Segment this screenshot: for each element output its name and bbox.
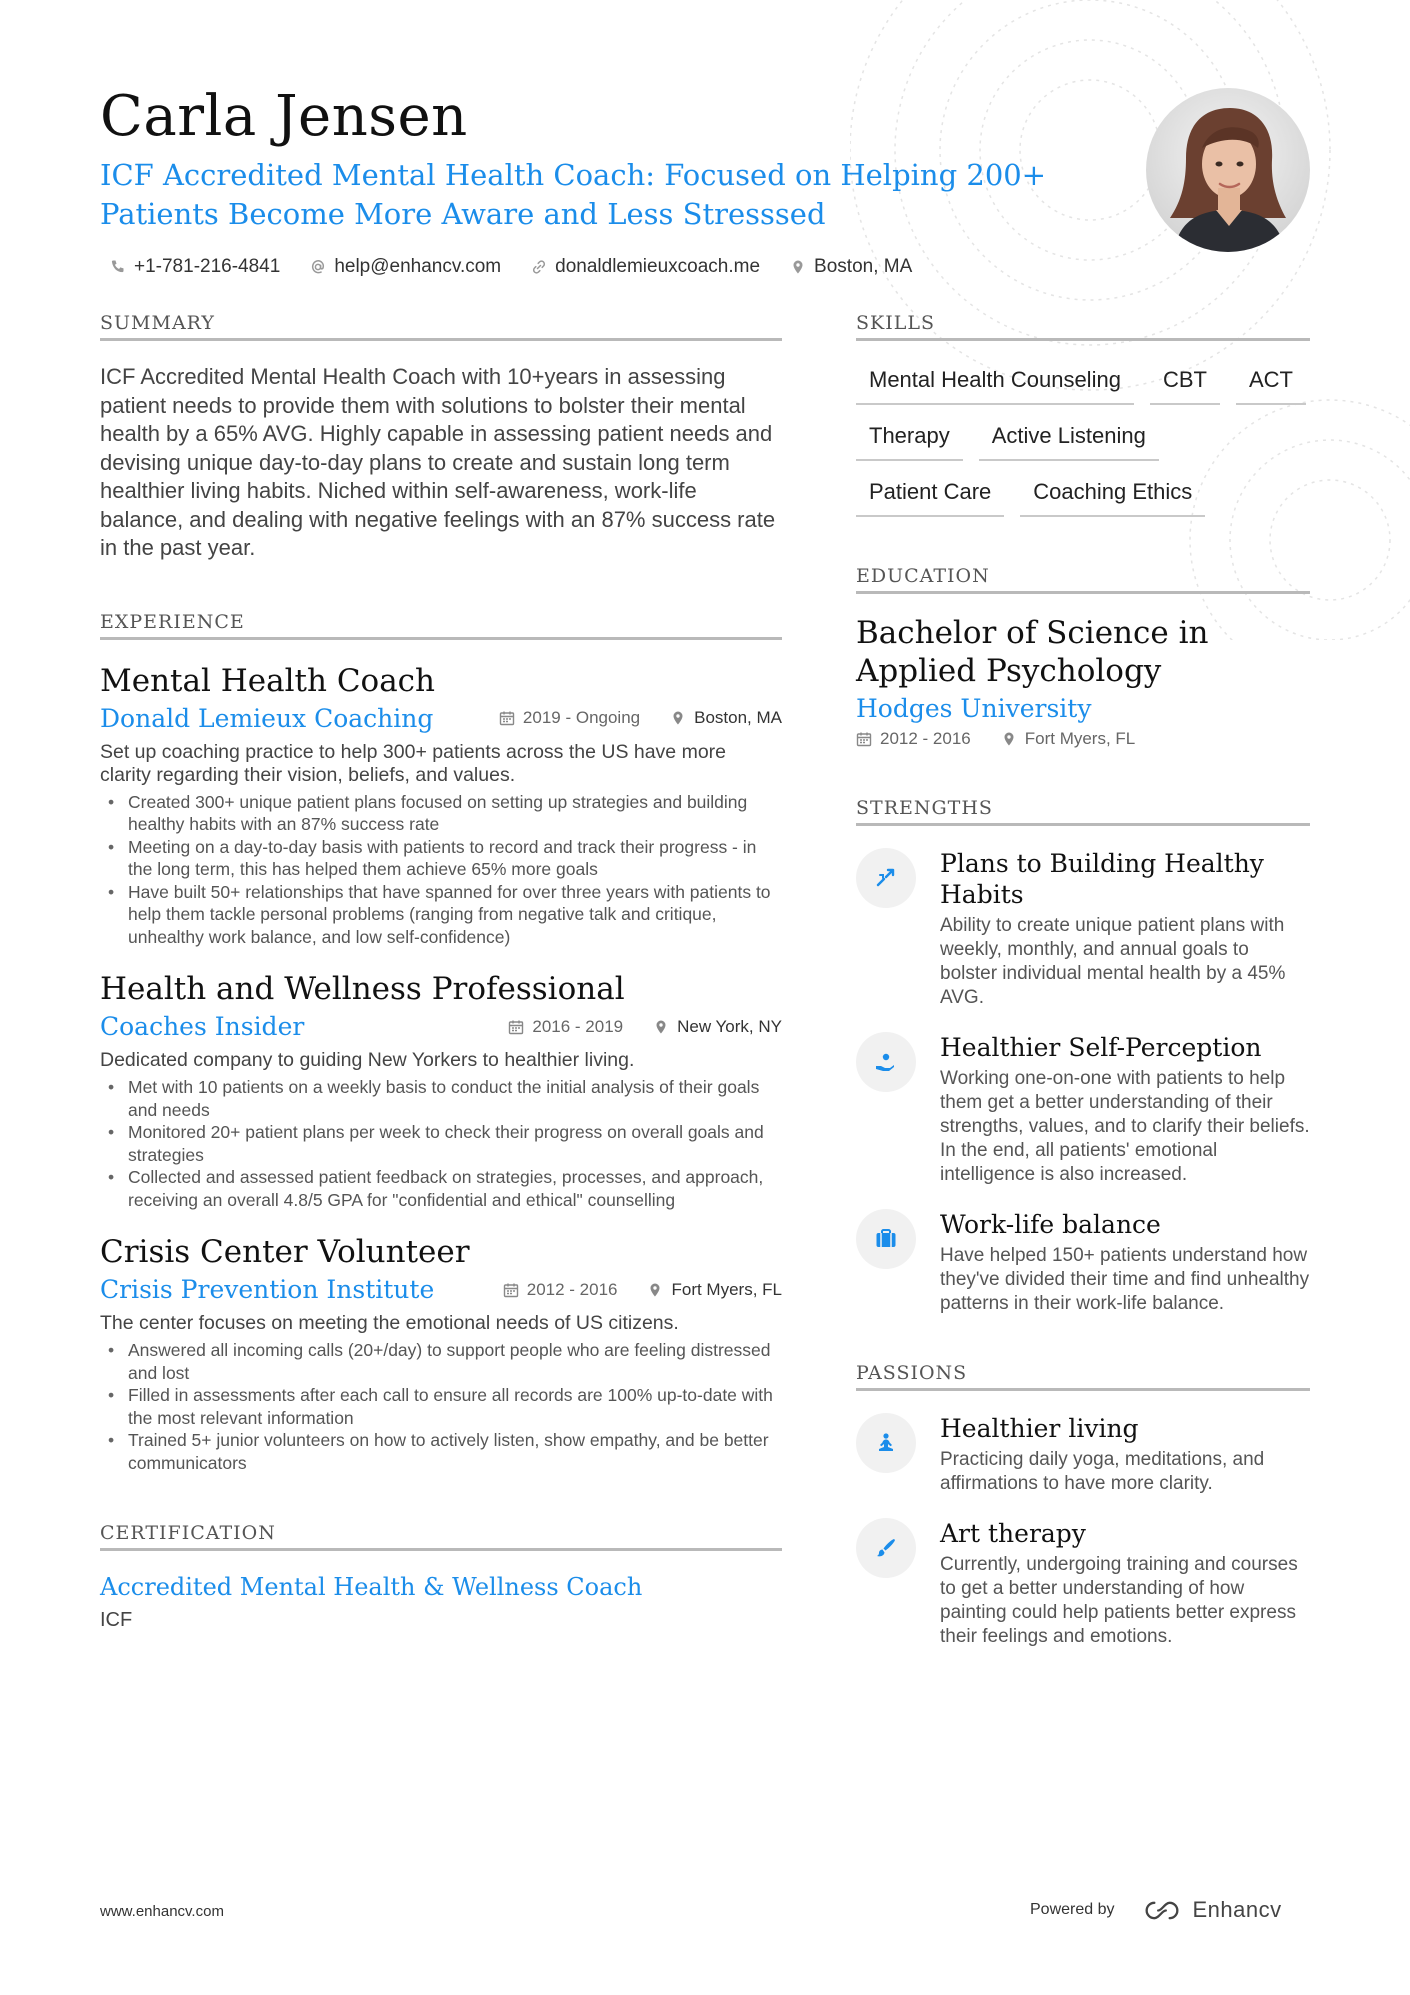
education-location: Fort Myers, FL xyxy=(1024,729,1136,748)
strength-item xyxy=(856,848,1310,1010)
hand-person-icon xyxy=(856,1032,916,1092)
paintbrush-icon xyxy=(856,1518,916,1578)
calendar-icon xyxy=(856,731,872,747)
bullet-item: • Created 300+ unique patient plans focused on setting up strategies and building healthy habits with an 87% success rate xyxy=(128,791,782,836)
company-name: Donald Lemieux Coaching xyxy=(100,703,434,733)
map-pin-icon xyxy=(647,1282,663,1298)
passion-description: Currently, undergoing training and courses to get a better understanding of how painting could help patients better express their feelings and emotions. xyxy=(940,1554,1298,1647)
resume-header xyxy=(100,84,1080,278)
bullet-item: • Monitored 20+ patient plans per week to check their progress on overall goals and strategies xyxy=(128,1121,782,1166)
skill-tag: Patient Care xyxy=(856,475,1004,517)
job-location: Fort Myers, FL xyxy=(671,1279,782,1299)
bullet-item: • Filled in assessments after each call to ensure all records are 100% up-to-date with the most relevant information xyxy=(128,1384,782,1429)
job-bullets xyxy=(100,1339,782,1474)
calendar-icon xyxy=(499,710,515,726)
email-text: help@enhancv.com xyxy=(334,256,502,277)
company-name: Crisis Prevention Institute xyxy=(100,1275,435,1304)
job-bullets xyxy=(100,791,782,949)
passion-title: Healthier living xyxy=(940,1414,1139,1443)
experience-item xyxy=(100,970,782,1211)
contact-location xyxy=(790,256,912,278)
job-location: New York, NY xyxy=(677,1016,782,1036)
skill-tag: Coaching Ethics xyxy=(1020,475,1205,517)
contact-phone[interactable] xyxy=(110,256,280,278)
phone-icon xyxy=(110,259,126,275)
contact-website[interactable] xyxy=(531,256,760,278)
job-bullets xyxy=(100,1076,782,1211)
growth-arrow-icon xyxy=(856,848,916,908)
bullet-item: • Meeting on a day-to-day basis with patients to record and track their progress - in the long term, this has helped them achieve 65% more goals xyxy=(128,836,782,881)
briefcase-icon xyxy=(856,1209,916,1269)
bullet-item: • Have built 50+ relationships that have spanned for over three years with patients to help them tackle personal problems (ranging from negative talk and critique, unhealthy work balance, and low self-confidence) xyxy=(128,881,782,949)
degree-title: Bachelor of Science in Applied Psychology xyxy=(856,615,1209,689)
phone-text: +1-781-216-4841 xyxy=(134,256,281,277)
meditation-icon xyxy=(856,1413,916,1473)
certification-org: ICF xyxy=(100,1609,133,1631)
job-description: Set up coaching practice to help 300+ patients across the US have more clarity regarding their vision, beliefs, and values. xyxy=(100,740,726,786)
experience-item xyxy=(100,1233,782,1474)
website-text: donaldlemieuxcoach.me xyxy=(555,256,761,277)
summary-heading: SUMMARY xyxy=(100,312,782,341)
candidate-headline: ICF Accredited Mental Health Coach: Focused on Helping 200+ Patients Become More Aware and Less Stresssed xyxy=(100,158,1047,231)
experience-item xyxy=(100,662,782,949)
bullet-item: • Collected and assessed patient feedback on strategies, processes, and approach, receiving an overall 4.8/5 GPA for "confidential and ethical" counselling xyxy=(128,1166,782,1211)
summary-text: ICF Accredited Mental Health Coach with 10+years in assessing patient needs to provide them with solutions to bolster their mental health by a 65% AVG. Highly capable in assessing patient needs and devising unique day-to-day plans to create and sustain long term healthier living habits. Niched within self-awareness, work-life balance, and dealing with negative feelings with an 87% success rate in the past year. xyxy=(100,364,776,560)
summary-section xyxy=(100,312,782,563)
strength-title: Plans to Building Healthy Habits xyxy=(940,849,1264,909)
skill-tag: Therapy xyxy=(856,419,963,461)
map-pin-icon xyxy=(1001,731,1017,747)
contact-info xyxy=(110,256,1080,278)
strength-description: Have helped 150+ patients understand how they've divided their time and find unhealthy patterns in their work-life balance. xyxy=(940,1245,1310,1314)
link-icon xyxy=(531,259,547,275)
skill-tag: Active Listening xyxy=(979,419,1159,461)
map-pin-icon xyxy=(670,710,686,726)
brand-logo[interactable] xyxy=(1139,1897,1282,1923)
passions-section xyxy=(856,1362,1310,1649)
strength-title: Work-life balance xyxy=(940,1210,1161,1239)
school-name: Hodges University xyxy=(856,694,1092,723)
map-pin-icon xyxy=(653,1019,669,1035)
skills-section xyxy=(856,312,1310,517)
education-heading: EDUCATION xyxy=(856,565,1310,594)
footer-website[interactable]: www.enhancv.com xyxy=(100,1903,224,1920)
enhancv-logo-icon xyxy=(1139,1899,1185,1922)
passion-item xyxy=(856,1413,1310,1496)
passion-description: Practicing daily yoga, meditations, and affirmations to have more clarity. xyxy=(940,1449,1265,1494)
education-dates: 2012 - 2016 xyxy=(880,729,971,748)
strength-item xyxy=(856,1032,1310,1187)
skill-tag: CBT xyxy=(1150,363,1220,405)
powered-by-label: Powered by xyxy=(1030,1901,1115,1918)
job-location: Boston, MA xyxy=(694,708,782,727)
job-description: The center focuses on meeting the emotional needs of US citizens. xyxy=(100,1312,679,1334)
strength-description: Working one-on-one with patients to help them get a better understanding of their strengths, values, and to clarify their beliefs. In the end, all patients' emotional intelligence is also increased. xyxy=(940,1068,1310,1185)
bullet-item: • Answered all incoming calls (20+/day) to support people who are feeling distressed and lost xyxy=(128,1339,782,1384)
map-pin-icon xyxy=(790,259,806,275)
at-icon xyxy=(310,259,326,275)
skill-tag: Mental Health Counseling xyxy=(856,363,1134,405)
job-dates: 2012 - 2016 xyxy=(526,1279,618,1299)
profile-photo xyxy=(1146,88,1310,252)
job-dates: 2019 - Ongoing xyxy=(522,708,641,727)
brand-name: Enhancv xyxy=(1192,1897,1282,1922)
calendar-icon xyxy=(508,1019,524,1035)
candidate-name: Carla Jensen xyxy=(100,84,468,149)
strength-title: Healthier Self-Perception xyxy=(940,1033,1262,1062)
job-dates: 2016 - 2019 xyxy=(532,1016,624,1036)
calendar-icon xyxy=(503,1282,519,1298)
strength-item xyxy=(856,1209,1310,1316)
left-column xyxy=(100,312,782,1632)
experience-section xyxy=(100,611,782,1475)
passion-title: Art therapy xyxy=(940,1519,1086,1548)
bullet-item: • Trained 5+ junior volunteers on how to actively listen, show empathy, and be better communicators xyxy=(128,1429,782,1474)
footer-branding xyxy=(1030,1897,1282,1923)
passions-heading: PASSIONS xyxy=(856,1362,1310,1391)
strengths-heading: STRENGTHS xyxy=(856,797,1310,826)
skills-list xyxy=(856,363,1310,517)
certification-section xyxy=(100,1522,782,1632)
job-description: Dedicated company to guiding New Yorkers to healthier living. xyxy=(100,1049,635,1071)
skill-tag: ACT xyxy=(1236,363,1306,405)
right-column xyxy=(856,312,1310,1649)
certification-heading: CERTIFICATION xyxy=(100,1522,782,1551)
job-title: Crisis Center Volunteer xyxy=(100,1234,470,1270)
location-text: Boston, MA xyxy=(814,256,913,277)
passion-item xyxy=(856,1518,1310,1649)
education-section xyxy=(856,565,1310,749)
contact-email[interactable] xyxy=(310,256,501,278)
job-title: Health and Wellness Professional xyxy=(100,971,625,1007)
bullet-item: • Met with 10 patients on a weekly basis to conduct the initial analysis of their goals and needs xyxy=(128,1076,782,1121)
skills-heading: SKILLS xyxy=(856,312,1310,341)
experience-heading: EXPERIENCE xyxy=(100,611,782,640)
strengths-section xyxy=(856,797,1310,1316)
strength-description: Ability to create unique patient plans with weekly, monthly, and annual goals to bolster individual mental health by a 45% AVG. xyxy=(940,915,1286,1008)
certification-title: Accredited Mental Health & Wellness Coach xyxy=(100,1573,643,1601)
job-title: Mental Health Coach xyxy=(100,662,436,699)
company-name: Coaches Insider xyxy=(100,1012,305,1041)
